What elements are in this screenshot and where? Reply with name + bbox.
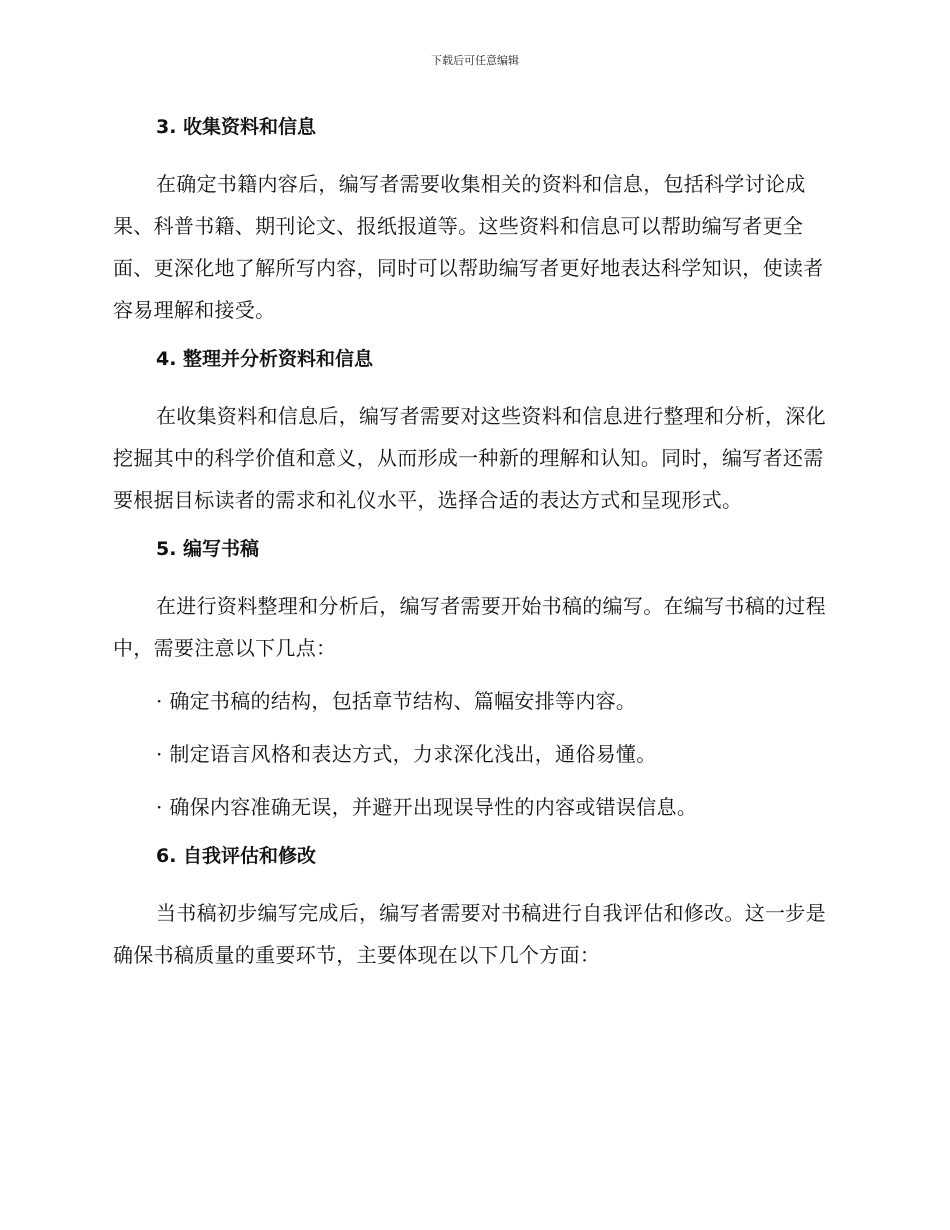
section-heading-6: 6. 自我评估和修改 [156,845,317,867]
section-paragraph-4: 在收集资料和信息后，编写者需要对这些资料和信息进行整理和分析，深化挖掘其中的科学价值和意义，从而形成一种新的理解和认知。同时，编写者还需要根据目标读者的需求和礼仪水平，选择合适的表达方式和呈现形式。 [113,404,826,512]
section-paragraph-5: 在进行资料整理和分析后，编写者需要开始书稿的编写。在编写书稿的过程中，需要注意以下几点： [113,594,826,660]
page-header-note: 下载后可任意编辑 [431,54,519,67]
bullet-item-3: · 确保内容准确无误，并避开出现误导性的内容或错误信息。 [156,795,698,819]
section-heading-5: 5. 编写书稿 [156,538,260,560]
section-paragraph-3: 在确定书籍内容后，编写者需要收集相关的资料和信息，包括科学讨论成果、科普书籍、期刊论文、报纸报道等。这些资料和信息可以帮助编写者更全面、更深化地了解所写内容，同时可以帮助编写者更好地表达科学知识，使读者容易理解和接受。 [113,172,824,322]
bullet-item-1: · 确定书稿的结构，包括章节结构、篇幅安排等内容。 [156,689,637,713]
section-heading-4: 4. 整理并分析资料和信息 [156,348,374,370]
bullet-item-2: · 制定语言风格和表达方式，力求深化浅出，通俗易懂。 [156,742,657,766]
section-heading-3: 3. 收集资料和信息 [156,116,317,138]
section-paragraph-6: 当书稿初步编写完成后，编写者需要对书稿进行自我评估和修改。这一步是确保书稿质量的重要环节，主要体现在以下几个方面： [113,901,826,967]
document-body [113,110,833,987]
